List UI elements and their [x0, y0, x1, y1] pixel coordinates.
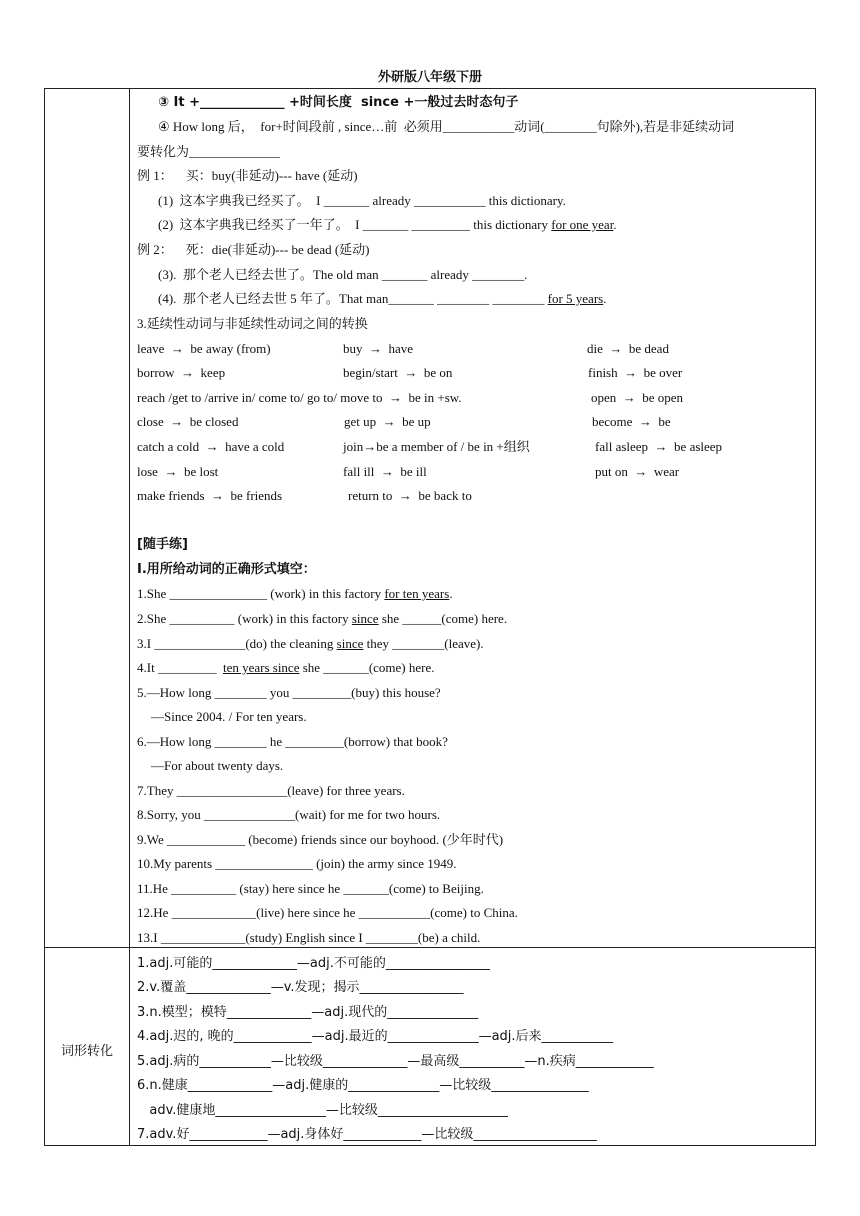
text: they ________(leave). — [363, 636, 484, 651]
word-form-line: 6.n.健康_____________—adj.健康的______________—比较级_______________ — [137, 1078, 589, 1093]
conversion-item: return to → be back to — [348, 488, 472, 503]
conversion-item: get up → be up — [344, 414, 431, 429]
conversion-item: buy → have — [343, 341, 414, 356]
table-border-left — [44, 88, 45, 1146]
word-form-line: 1.adj.可能的_____________—adj.不可能的________________ — [137, 956, 490, 971]
underlined-text: ten years since — [222, 660, 300, 675]
word-forms-label: 词形转化 — [60, 1044, 113, 1059]
word-form-line: 5.adj.病的___________—比较级_____________—最高级__________—n.疾病____________ — [137, 1054, 654, 1069]
text: . — [603, 291, 607, 306]
grammar-rule-3: ③ It +_____________ +时间长度 since +一般过去时态句子 — [158, 95, 519, 110]
table-border-bottom — [44, 1145, 816, 1146]
underlined-text: for ten years — [384, 586, 450, 601]
table-border-top — [44, 88, 816, 89]
conversion-item: lose → be lost — [137, 464, 219, 479]
practice-question-11: 11.He __________ (stay) here since he _______(come) to Beijing. — [137, 881, 484, 896]
text: (4). 那个老人已经去世 5 年了。That man_______ ________ ________ — [158, 291, 548, 306]
conversion-item: join→be a member of / be in +组织 — [343, 439, 530, 454]
practice-question-4 — [137, 659, 435, 677]
word-form-line: 7.adv.好____________—adj.身体好____________—比较级___________________ — [137, 1127, 597, 1142]
practice-question-10: 10.My parents _______________ (join) the army since 1949. — [137, 856, 457, 871]
practice-question-12: 12.He _____________(live) here since he ___________(come) to China. — [137, 905, 518, 920]
practice-tag: [随手练] — [137, 537, 188, 552]
practice-question-6-answer: —For about twenty days. — [151, 758, 284, 773]
text: 2.She __________ (work) in this factory — [137, 611, 352, 626]
grammar-rule-4-cont: 要转化为______________ — [137, 144, 281, 159]
word-form-line: adv.健康地_________________—比较级____________________ — [137, 1103, 508, 1118]
practice-title: I.用所给动词的正确形式填空： — [137, 562, 316, 577]
conversion-item: put on → wear — [595, 464, 680, 479]
conversion-item: fall ill → be ill — [343, 464, 427, 479]
text: 3.I ______________(do) the cleaning — [137, 636, 337, 651]
practice-question-2 — [137, 610, 507, 628]
text: she ______(come) here. — [378, 611, 508, 626]
conversion-item: close → be closed — [137, 414, 239, 429]
underlined-text: for one year — [551, 217, 614, 232]
text: she _______(come) here. — [299, 660, 435, 675]
underlined-text: for 5 years — [547, 291, 604, 306]
conversion-item: make friends → be friends — [137, 488, 283, 503]
conversion-title: 3.延续性动词与非延续性动词之间的转换 — [137, 316, 368, 331]
practice-question-5: 5.—How long ________ you _________(buy) this house? — [137, 685, 441, 700]
conversion-item: become → be — [592, 414, 671, 429]
practice-question-5-answer: —Since 2004. / For ten years. — [151, 709, 307, 724]
page-title: 外研版八年级下册 — [377, 70, 482, 85]
practice-question-7: 7.They _________________(leave) for three years. — [137, 783, 405, 798]
underlined-text: since — [336, 636, 364, 651]
example-2-sentence-3: (3). 那个老人已经去世了。The old man _______ already ________. — [158, 267, 528, 282]
conversion-item: borrow → keep — [137, 365, 226, 380]
conversion-item: catch a cold → have a cold — [137, 439, 285, 454]
conversion-item: finish → be over — [588, 365, 683, 380]
practice-question-3 — [137, 635, 484, 653]
conversion-item: leave → be away (from) — [137, 341, 271, 356]
table-row-divider — [44, 947, 816, 948]
practice-question-9: 9.We ____________ (become) friends since our boyhood. (少年时代) — [137, 832, 504, 847]
table-border-right — [815, 88, 816, 1146]
word-form-line: 3.n.模型；模特_____________—adj.现代的______________ — [137, 1005, 479, 1020]
example-2-sentence-4 — [158, 290, 606, 308]
example-1-label: 例 1： 买：buy(非延动)--- have (延动) — [137, 168, 358, 183]
conversion-item: open → be open — [591, 390, 684, 405]
conversion-item: reach /get to /arrive in/ come to/ go to/ move to → be in +sw. — [137, 390, 462, 405]
text: 1.She _______________ (work) in this factory — [137, 586, 385, 601]
example-1-sentence-2 — [158, 216, 617, 234]
text: . — [613, 217, 617, 232]
conversion-item: begin/start → be on — [343, 365, 453, 380]
practice-question-6: 6.—How long ________ he _________(borrow) that book? — [137, 734, 448, 749]
example-2-label: 例 2： 死：die(非延动)--- be dead (延动) — [137, 242, 370, 257]
word-form-line: 4.adj.迟的, 晚的____________—adj.最近的______________—adj.后来___________ — [137, 1029, 614, 1044]
practice-question-8: 8.Sorry, you ______________(wait) for me for two hours. — [137, 807, 441, 822]
text: (2) 这本字典我已经买了一年了。 I _______ _________ this dictionary — [158, 217, 552, 232]
conversion-item: fall asleep → be asleep — [595, 439, 723, 454]
text: . — [449, 586, 453, 601]
word-form-line: 2.v.覆盖_____________—v.发现；揭示________________ — [137, 980, 464, 995]
conversion-item: die → be dead — [587, 341, 669, 356]
text: 4.It _________ — [137, 660, 223, 675]
grammar-rule-4: ④ How long 后， for+时间段前 , since…前 必须用___________动词(________句除外),若是非延续动词 — [158, 119, 735, 134]
practice-question-1 — [137, 585, 453, 603]
underlined-text: since — [351, 611, 379, 626]
practice-question-13: 13.I _____________(study) English since I ________(be) a child. — [137, 930, 481, 945]
example-1-sentence-1: (1) 这本字典我已经买了。 I _______ already ___________ this dictionary. — [158, 193, 566, 208]
table-column-divider — [129, 88, 130, 1146]
